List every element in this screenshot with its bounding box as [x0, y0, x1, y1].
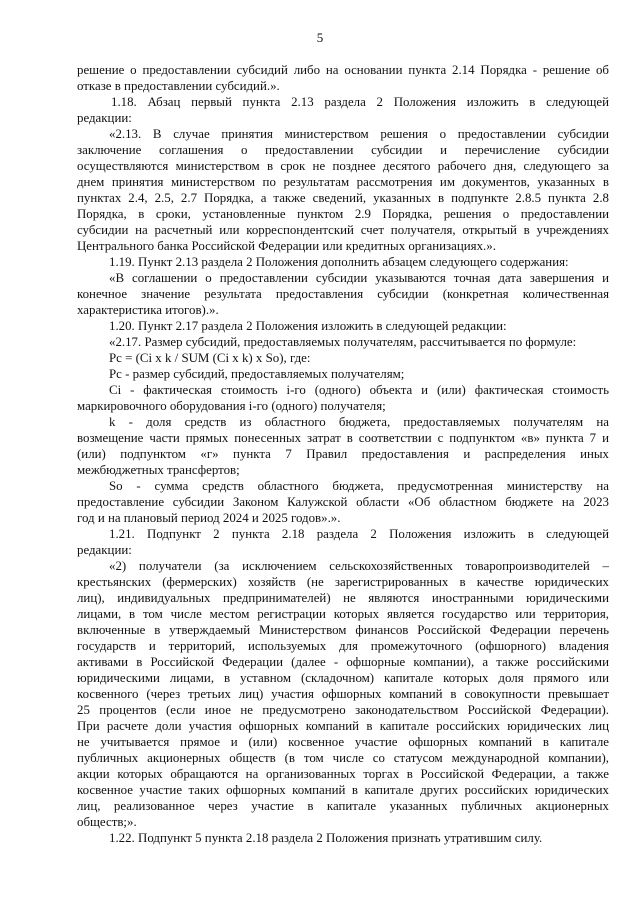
text-line: косвенного (через третьих лиц) участия офшорных компаний в совокупности превышает	[77, 687, 609, 701]
text-line: осуществляются министерством в срок не позднее десятого рабочего дня, следующего за	[77, 159, 609, 173]
text-line: лиц), индивидуальных предпринимателей) не являются иностранными юридическими	[77, 591, 609, 605]
text-line: лицами, в том числе местом регистрации которых является государство или территория,	[77, 607, 609, 621]
text-line: 1.20. Пункт 2.17 раздела 2 Положения изложить в следующей редакции:	[109, 319, 507, 333]
text-line: субсидии на расчетный или корреспондентский счет получателя, открытый в учреждениях	[77, 223, 609, 237]
text-line: характеристика итогов).».	[77, 303, 219, 317]
text-line: включенные в утверждаемый Министерством финансов Российской Федерации перечень	[77, 623, 609, 637]
text-line: предоставление субсидии Законом Калужской области «Об областном бюджете на 2023	[77, 495, 609, 509]
text-line: конечное значение результата предоставления субсидии (конкретная количественная	[77, 287, 609, 301]
text-line: юридическими лицами, в уставном (складочном) капитале которых доля прямого или	[77, 671, 609, 685]
text-line: активами в Российской Федерации (далее - офшорные компании), а также российскими	[77, 655, 609, 669]
text-line: редакции:	[77, 111, 132, 125]
text-line: акции которых обращаются на организованных торгах в Российской Федерации, а также	[77, 767, 609, 781]
text-line: решение о предоставлении субсидий либо на основании пункта 2.14 Порядка - решение об	[77, 63, 609, 77]
text-line: 1.21. Подпункт 2 пункта 2.18 раздела 2 Положения изложить в следующей	[109, 527, 609, 541]
text-line: 1.19. Пункт 2.13 раздела 2 Положения дополнить абзацем следующего содержания:	[109, 255, 569, 269]
text-line: «2.17. Размер субсидий, предоставляемых получателям, рассчитывается по формуле:	[109, 335, 577, 349]
text-line: So - сумма средств областного бюджета, предусмотренная министерству на	[109, 479, 609, 493]
text-line: «В соглашении о предоставлении субсидии указываются точная дата завершения и	[109, 271, 609, 285]
text-line: Pc - размер субсидий, предоставляемых получателям;	[109, 367, 405, 381]
text-line: Ci - фактическая стоимость i-го (одного) объекта и (или) фактическая стоимость	[109, 383, 609, 397]
document-body	[77, 62, 609, 846]
text-line: возмещение части прямых понесенных затрат в соответствии с подпунктом «в» пункта 7 и	[77, 431, 609, 445]
text-line: При расчете доли участия офшорных компаний в капитале российских юридических лиц	[77, 719, 609, 733]
text-line: «2) получатели (за исключением сельскохозяйственных товаропроизводителей –	[109, 559, 609, 573]
text-line: год и на плановый период 2024 и 2025 годов».».	[77, 511, 341, 525]
text-line: публичных акционерных обществ (в том числе со статусом международной компании),	[77, 751, 609, 765]
text-line: не учитывается прямое и (или) косвенное участие офшорных компаний в капитале	[77, 735, 609, 749]
text-line: Порядка, в сроки, установленные пунктом 2.9 Порядка, решения о предоставлении	[77, 207, 609, 221]
page-number: 5	[316, 30, 324, 45]
text-line: 25 процентов (если иное не предусмотрено законодательством Российской Федерации).	[77, 703, 609, 717]
text-line: пунктах 2.4, 2.5, 2.7 Порядка, а также сведений, указанных в подпункте 2.8.5 пункта 2.8	[77, 191, 609, 205]
text-line: государств и территорий, используемых для промежуточного (офшорного) владения	[77, 639, 609, 653]
text-line: «2.13. В случае принятия министерством решения о предоставлении субсидии	[109, 127, 609, 141]
text-line: k - доля средств из областного бюджета, предоставляемых получателям на	[109, 415, 609, 429]
text-line: (или) подпунктом «г» пункта 7 Правил предоставления и распределения иных	[77, 447, 609, 461]
text-line: обществ;».	[77, 815, 137, 829]
text-line: межбюджетных трансфертов;	[77, 463, 240, 477]
text-line: днем принятия министерством по результатам рассмотрения им документов, указанных в	[77, 175, 609, 189]
text-line: заключение соглашения о предоставлении субсидии и перечисление субсидии	[77, 143, 609, 157]
text-line: Pc = (Ci x k / SUM (Ci x k) x So), где:	[109, 351, 311, 365]
text-line: отказе в предоставлении субсидий.».	[77, 79, 280, 93]
text-line: 1.18. Абзац первый пункта 2.13 раздела 2 Положения изложить в следующей	[111, 95, 609, 109]
text-line: косвенное участие таких офшорных компаний в капитале других российских юридических	[77, 783, 609, 797]
text-line: крестьянских (фермерских) хозяйств (не зарегистрированных в качестве юридических	[77, 575, 609, 589]
text-line: 1.22. Подпункт 5 пункта 2.18 раздела 2 Положения признать утратившим силу.	[109, 831, 543, 845]
text-line: Центрального банка Российской Федерации или кредитных организациях.».	[77, 239, 496, 253]
text-line: лиц, реализованное через участие в капитале указанных публичных акционерных	[77, 799, 609, 813]
text-line: редакции:	[77, 543, 132, 557]
text-line: маркировочного оборудования i-го (одного) получателя;	[77, 399, 386, 413]
